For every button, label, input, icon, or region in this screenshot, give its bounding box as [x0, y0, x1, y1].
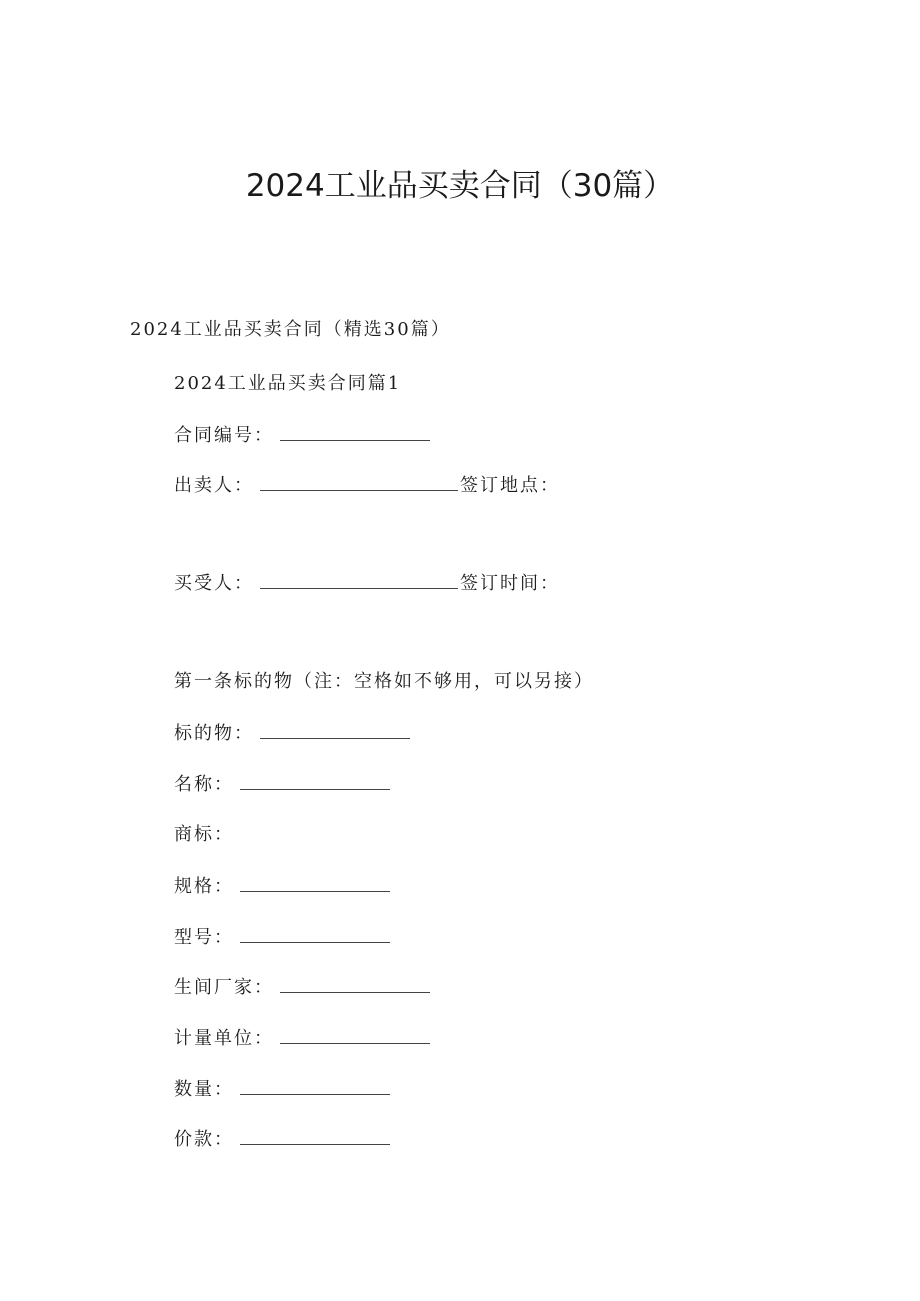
trademark-label: 商标： — [174, 824, 234, 845]
section-heading: 2024工业品买卖合同篇1 — [174, 373, 402, 394]
field-row — [174, 926, 390, 950]
subject-matter-label: 标的物： — [174, 723, 254, 744]
field-row — [174, 875, 390, 899]
contract-number-label: 合同编号： — [174, 425, 274, 446]
document-title: 2024工业品买卖合同（30篇） — [245, 168, 675, 204]
seller-label: 出卖人： — [174, 475, 254, 496]
sign-time-label: 签订时间： — [460, 573, 560, 594]
specification-blank[interactable] — [240, 877, 390, 892]
name-label: 名称： — [174, 774, 234, 795]
model-label: 型号： — [174, 927, 234, 948]
sign-place-label: 签订地点： — [460, 475, 560, 496]
buyer-label: 买受人： — [174, 573, 254, 594]
seller-blank[interactable] — [260, 476, 458, 491]
specification-label: 规格： — [174, 876, 234, 897]
field-row — [174, 976, 430, 1000]
name-blank[interactable] — [240, 775, 390, 790]
price-blank[interactable] — [240, 1130, 390, 1145]
contract-number-blank[interactable] — [280, 426, 430, 441]
quantity-blank[interactable] — [240, 1080, 390, 1095]
field-row — [174, 773, 390, 797]
model-blank[interactable] — [240, 928, 390, 943]
field-row — [174, 1027, 430, 1051]
field-row — [174, 722, 410, 746]
manufacturer-blank[interactable] — [280, 978, 430, 993]
price-label: 价款： — [174, 1129, 234, 1150]
field-row — [174, 823, 234, 847]
unit-label: 计量单位： — [174, 1028, 274, 1049]
document-subtitle: 2024工业品买卖合同（精选30篇） — [130, 319, 451, 340]
buyer-blank[interactable] — [260, 574, 458, 589]
field-row — [174, 1128, 390, 1152]
subject-matter-blank[interactable] — [260, 724, 410, 739]
seller-row — [174, 474, 560, 498]
article1-heading: 第一条标的物（注：空格如不够用，可以另接） — [174, 671, 594, 692]
manufacturer-label: 生间厂家： — [174, 977, 274, 998]
contract-number-row — [174, 424, 430, 448]
buyer-row — [174, 572, 560, 596]
field-row — [174, 1078, 390, 1102]
unit-blank[interactable] — [280, 1029, 430, 1044]
quantity-label: 数量： — [174, 1079, 234, 1100]
